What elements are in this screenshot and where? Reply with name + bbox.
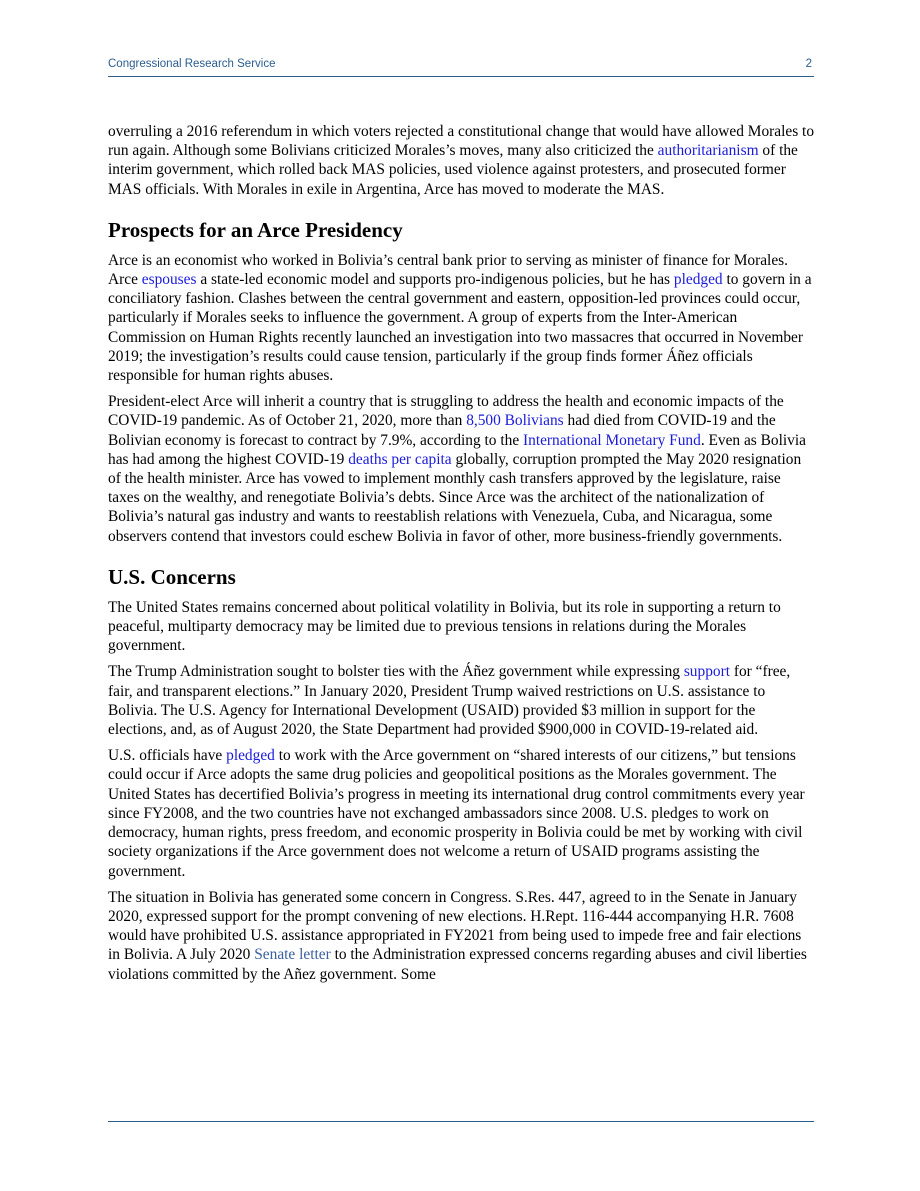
link-bolivians-deaths[interactable]: 8,500 Bolivians [466,412,564,430]
paragraph [108,122,816,199]
paragraph-text: a state-led economic model and supports pro-indigenous policies, but he has [196,271,674,289]
link-deaths-per-capita[interactable]: deaths per capita [348,450,452,468]
header-source: Congressional Research Service [108,58,276,70]
paragraph-text: The United States remains concerned about political volatility in Bolivia, but its role in supporting a return to peaceful, multiparty democracy may be limited due to previous tensions in relations during the Morales government. [108,598,781,655]
paragraph-text: President-elect Arce will inherit a country that is struggling to address the health and economic impacts of the COVID-19 pandemic. As of October 21, 2020, more than [108,393,784,430]
paragraph [108,598,816,656]
paragraph-text: . Even as Bolivia has had among the highest COVID-19 [108,431,806,468]
paragraph [108,251,816,385]
paragraph-text: U.S. officials have [108,747,227,765]
document-body [108,122,816,991]
section-heading-prospects: Prospects for an Arce Presidency [108,217,403,242]
paragraph-text: had died from COVID-19 and the Bolivian economy is forecast to contract by 7.9%, according to the [108,412,776,449]
paragraph-text: globally, corruption prompted the May 2020 resignation of the health minister. Arce has vowed to implement monthly cash transfers approved by the legislature, raise taxes on the wealthy, and renegotiate Bolivia’s debts. Since Arce was the architect of the nationalization of Bolivia’s natural gas industry and wants to reestablish relations with Venezuela, Cuba, and Nicaragua, some observers contend that investors could eschew Bolivia in favor of other, more business-friendly governments. [108,450,802,545]
link-imf[interactable]: International Monetary Fund [523,431,701,449]
page-number: 2 [805,58,812,70]
paragraph-text: for “free, fair, and transparent elections.” In January 2020, President Trump waived restrictions on U.S. assistance to Bolivia. The U.S. Agency for International Development (USAID) provided $3 million in support for the elections, and, as of August 2020, the State Department had provided $900,000 in COVID-19-related aid. [108,663,791,739]
link-espouses[interactable]: espouses [141,271,197,289]
section-heading-us-concerns: U.S. Concerns [108,564,236,589]
paragraph-text: to work with the Arce government on “shared interests of our citizens,” but tensions could occur if Arce adopts the same drug policies and geopolitical positions as the Morales government. The United States has decertified Bolivia’s progress in meeting its international drug control commitments every year since FY2008, and the two countries have not exchanged ambassadors since 2008. U.S. pledges to work on democracy, human rights, press freedom, and economic prosperity in Bolivia could be met by working with civil society organizations if the Arce government does not welcome a return of USAID programs assisting the government. [108,747,805,880]
paragraph-text: to the Administration expressed concerns regarding abuses and civil liberties violations committed by the Añez government. Some [108,946,807,983]
paragraph [108,888,816,984]
page-header [108,58,814,77]
paragraph [108,392,816,546]
link-senate-letter[interactable]: Senate letter [254,946,331,964]
footer-divider [108,1121,814,1122]
link-support[interactable]: support [683,663,730,681]
paragraph-text: to govern in a conciliatory fashion. Clashes between the central government and eastern, opposition-led provinces could occur, particularly if Morales seeks to influence the government. A group of experts from the Inter-American Commission on Human Rights recently launched an investigation into two massacres that occurred in November 2019; the investigation’s results could cause tension, particularly if the group finds former Áñez officials responsible for human rights abuses. [108,271,812,385]
link-authoritarianism[interactable]: authoritarianism [657,142,759,160]
paragraph-text: overruling a 2016 referendum in which voters rejected a constitutional change that would have allowed Morales to run again. Although some Bolivians criticized Morales’s moves, many also criticized the [108,123,815,160]
paragraph-text: The Trump Administration sought to bolster ties with the Áñez government while expressing [108,663,684,681]
paragraph-text: Arce is an economist who worked in Bolivia’s central bank prior to serving as minister of finance for Morales. Arce [108,251,788,289]
paragraph [108,746,816,880]
paragraph-text: of the interim government, which rolled back MAS policies, used violence against protesters, and prosecuted former MAS officials. With Morales in exile in Argentina, Arce has moved to moderate the MAS. [108,142,798,198]
link-pledged-us[interactable]: pledged [226,747,275,765]
link-pledged[interactable]: pledged [673,271,723,289]
paragraph-text: The situation in Bolivia has generated some concern in Congress. S.Res. 447, agreed to in the Senate in January 2020, expressed support for the prompt convening of new elections. H.Rept. 116-444 accompanying H.R. 7608 would have prohibited U.S. assistance appropriated in FY2021 from being used to impede free and fair elections in Bolivia. A July 2020 [108,888,802,964]
paragraph [108,662,816,739]
